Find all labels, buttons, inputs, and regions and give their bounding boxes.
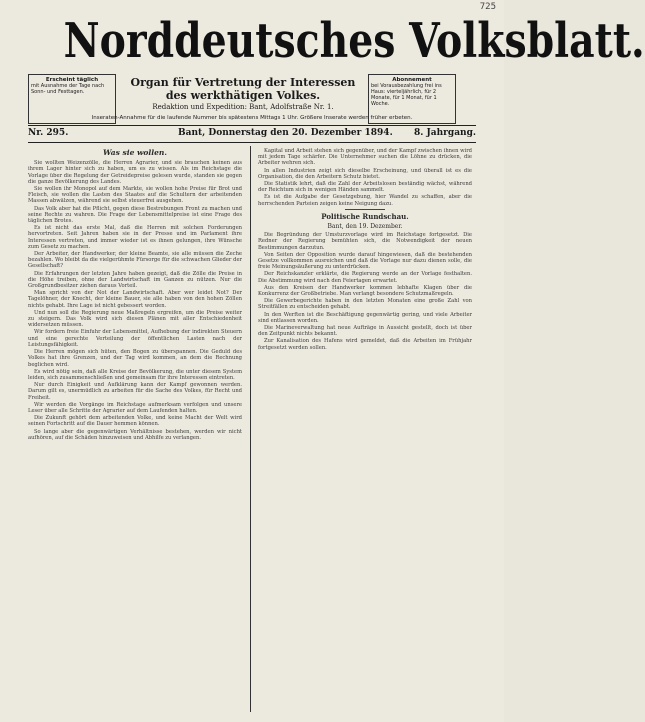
subtitle-line-1: Organ für Vertretung der Interessen (130, 76, 356, 89)
volume-year: 8. Jahrgang. (414, 128, 476, 138)
publication-info-text: mit Ausnahme der Tage nach Sonn- und Festtagen. (31, 83, 105, 95)
section-divider (345, 209, 385, 210)
top-rule (28, 125, 476, 126)
subscription-info-text: bei Vorausbezahlung frei ins Haus: vierteljährlich, für 2 Monate, für 1 Monat, für 1 Woche. (371, 83, 442, 107)
section-dateline: Bant, den 19. Dezember. (327, 223, 403, 231)
issue-date: Bant, Donnerstag den 20. Dezember 1894. (178, 128, 393, 138)
left-column (28, 148, 242, 708)
dateline-rule (28, 142, 476, 143)
masthead-title: Norddeutsches Volksblatt. (63, 13, 645, 69)
page-number: 725 (479, 2, 496, 12)
column-separator (250, 146, 251, 712)
article-heading: Was sie wollen. (103, 148, 167, 157)
right-column-text-top: Kapital und Arbeit stehen sich gegenüber, und der Kampf zwischen ihnen wird mit jedem Tage schärfer. Die Unternehmer suchen die Löhne zu drücken, die Arbeiter wehren sich. In allen Industrien zeigt sich dieselbe Erscheinung, und überall ist es die Organisation, die den Arbeitern Schutz bietet. Die Statistik lehrt, daß die Zahl der Arbeitslosen beständig wächst, während der Reichtum sich in wenigen Händen sammelt. Es ist die Aufgabe der Gesetzgebung, hier Wandel zu schaffen, aber die herrschenden Parteien zeigen keine Neigung dazu. (258, 148, 472, 207)
right-column (258, 148, 472, 708)
article-body-text: Sie wollten Weizenzölle, die Herren Agrarier, und sie brauchen keinen aus ihrem Lager hinter sich zu haben, um es zu wissen. Als im Reichstage die Vorlage über die Regelung der Getreidepreise gelesen wurde, standen sie gegen die ganze Bevölkerung des Landes. Sie wollen ihr Monopol auf dem Markte, sie wollen hohe Preise für Brot und Fleisch, sie wollen die Lasten des Staates auf die Schultern der arbeitenden Massen abwälzen, während sie selbst steuerfrei ausgehen. Das Volk aber hat die Pflicht, gegen diese Bestrebungen Front zu machen und seine Rechte zu wahren. Die Frage der Lebensmittelpreise ist eine Frage des täglichen Brotes. Es ist nicht das erste Mal, daß die Herren mit solchen Forderungen hervortreten. Seit Jahren haben sie in der Presse und im Parlament ihre Interessen vertreten, und immer wieder ist es ihnen gelungen, ihre Wünsche zum Gesetz zu machen. Der Arbeiter, der Handwerker, der kleine Beamte, sie alle müssen die Zeche bezahlen. Wo bleibt da die vielgerühmte Fürsorge für die schwachen Glieder der Gesellschaft? Die Erfahrungen der letzten Jahre haben gezeigt, daß die Zölle die Preise in die Höhe treiben, ohne der Landwirtschaft im Ganzen zu nützen. Nur die Großgrundbesitzer ziehen daraus Vorteil. Man spricht von der Not der Landwirtschaft. Aber wer leidet Not? Der Tagelöhner, der Knecht, der kleine Bauer, sie alle haben von den hohen Zöllen nichts gehabt. Ihre Lage ist nicht gebessert worden. Und nun soll die Regierung neue Maßregeln ergreifen, um die Preise weiter zu steigern. Das Volk wird sich diesen Plänen mit aller Entschiedenheit widersetzen müssen. Wir fordern freie Einfuhr der Lebensmittel, Aufhebung der indirekten Steuern und eine gerechte Verteilung der öffentlichen Lasten nach der Leistungsfähigkeit. Die Herren mögen sich hüten, den Bogen zu überspannen. Die Geduld des Volkes hat ihre Grenzen, und der Tag wird kommen, an dem die Rechnung beglichen wird. Es wird nötig sein, daß alle Kreise der Bevölkerung, die unter diesem System leiden, sich zusammenschließen und gemeinsam für ihre Interessen eintreten. Nur durch Einigkeit und Aufklärung kann der Kampf gewonnen werden. Darum gilt es, unermüdlich zu arbeiten für die Sache des Volkes, für Recht und Freiheit. Wir werden die Vorgänge im Reichstage aufmerksam verfolgen und unsere Leser über alle Schritte der Agrarier auf dem Laufenden halten. Die Zukunft gehört dem arbeitenden Volke, und keine Macht der Welt wird seinen Fortschritt auf die Dauer hemmen können. So lange aber die gegenwärtigen Verhältnisse bestehen, werden wir nicht aufhören, auf die Schäden hinzuweisen und Abhilfe zu verlangen. (28, 160, 242, 441)
advertisement-notice: Inseraten-Annahme für die laufende Nummer bis spätestens Mittags 1 Uhr. Größere Inserate werden früher erbeten. (91, 115, 413, 121)
publication-info-label: Erscheint täglich (45, 77, 99, 83)
subtitle-line-2: des werkthätigen Volkes. (165, 89, 321, 102)
subscription-info-label: Abonnement (392, 77, 432, 83)
editorial-address: Redaktion und Expedition: Bant, Adolfstraße Nr. 1. (152, 103, 334, 111)
dateline-bar (28, 128, 476, 140)
right-column-text-bottom: Die Begründung der Umsturzvorlage wird im Reichstage fortgesetzt. Die Redner der Regierung bemühten sich, die Notwendigkeit der neuen Bestimmungen darzutun. Von Seiten der Opposition wurde darauf hingewiesen, daß die bestehenden Gesetze vollkommen ausreichen und daß die Vorlage nur dazu dienen solle, die freie Meinungsäußerung zu unterdrücken. Der Reichskanzler erklärte, die Regierung werde an der Vorlage festhalten. Die Abstimmung wird nach den Feiertagen erwartet. Aus den Kreisen der Handwerker kommen lebhafte Klagen über die Konkurrenz der Großbetriebe. Man verlangt besondere Schutzmaßregeln. Die Gewerbegerichte haben in den letzten Monaten eine große Zahl von Streitfällen zu entscheiden gehabt. In den Werften ist die Beschäftigung gegenwärtig gering, und viele Arbeiter sind entlassen worden. Die Marineverwaltung hat neue Aufträge in Aussicht gestellt, doch ist über den Zeitpunkt nichts bekannt. Zur Kanalisation des Hafens wird gemeldet, daß die Arbeiten im Frühjahr fortgesetzt werden sollen. (258, 232, 472, 351)
section-heading: Politische Rundschau. (321, 211, 409, 221)
issue-number: Nr. 295. (28, 128, 69, 138)
